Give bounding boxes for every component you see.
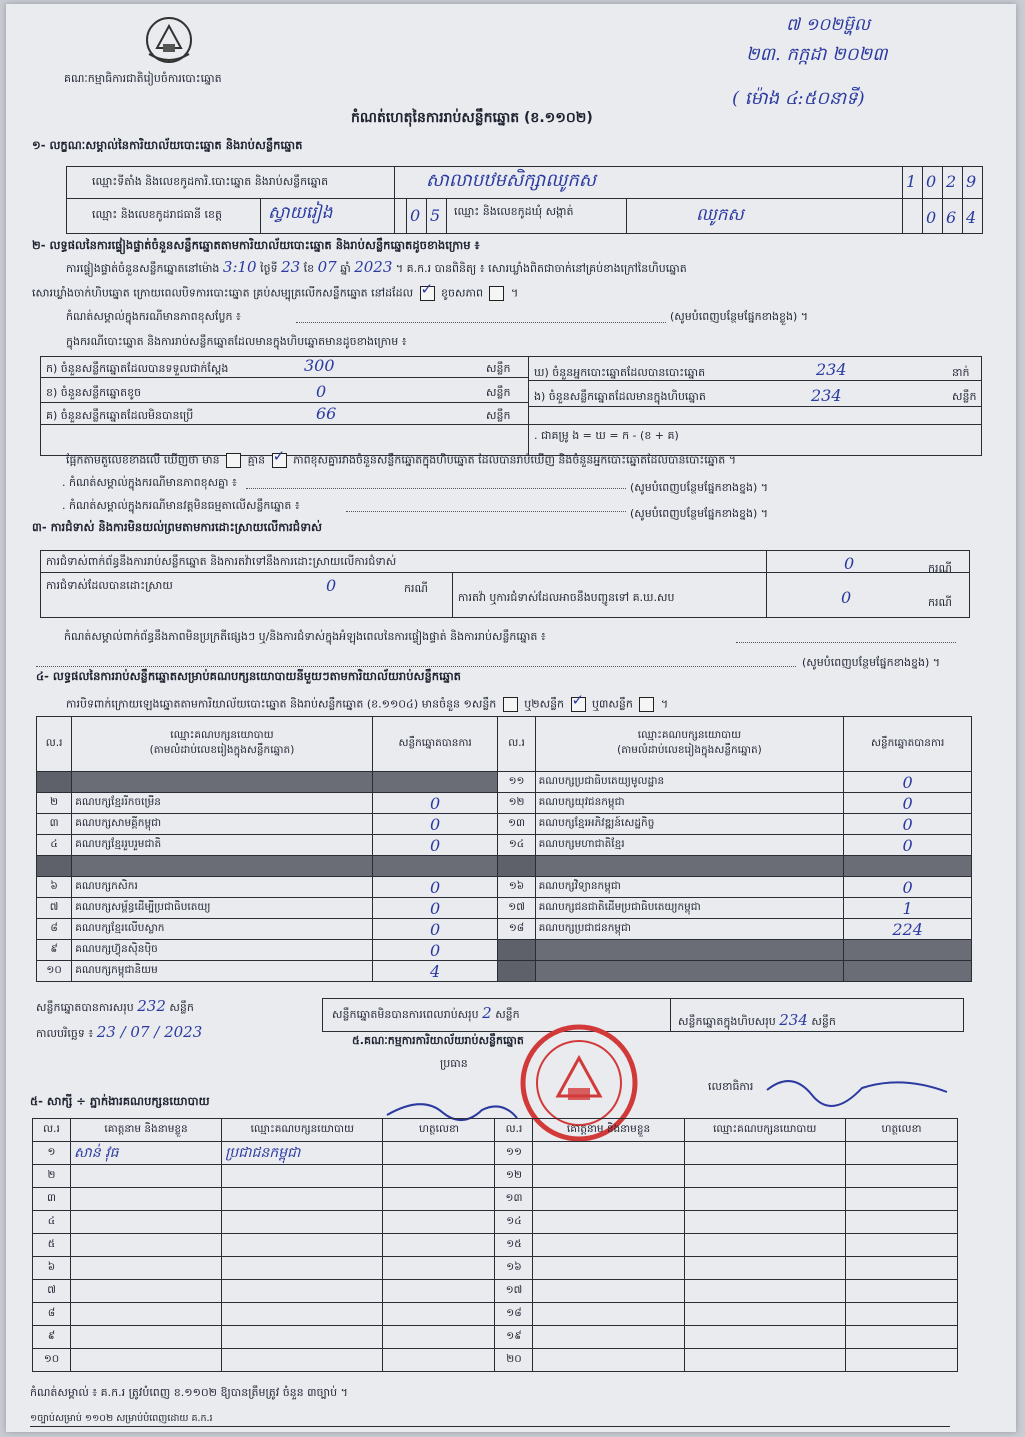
party-no: ១២ <box>498 793 535 814</box>
witness-no: ២០ <box>495 1349 533 1372</box>
witness-name: សាន់ វុធ <box>71 1142 222 1165</box>
party-row <box>37 772 972 793</box>
handwritten-annotation-1: ៧ ១០២ម្ហ៊ុល <box>786 15 871 35</box>
party-votes: 0 <box>372 877 498 898</box>
commune-digit-3: 4 <box>966 208 977 227</box>
witness-name <box>533 1257 684 1280</box>
witness-party <box>684 1257 845 1280</box>
total-invalid-value: 2 <box>482 1004 492 1022</box>
witness-signature <box>383 1280 495 1303</box>
party-votes <box>372 772 498 793</box>
witness-name <box>533 1326 684 1349</box>
witness-signature <box>845 1280 957 1303</box>
party-votes: 0 <box>372 898 498 919</box>
party-name: គណបក្សកម្ពុជានិយម <box>72 961 373 982</box>
witness-name <box>71 1326 222 1349</box>
section5-heading: ៥- សាក្សី ÷ ភ្នាក់ងារគណបក្សនយោបាយ <box>30 1094 210 1108</box>
party-votes: 0 <box>844 814 972 835</box>
verify-line-2: សោរឃ្លាំងចាក់ហិបឆ្នោត ក្រោយពេលបិទការបោះឆ្នោត គ្រប់សម្បុត្រលើកសន្លឹកឆ្នោត នៅដដែល ✓ ខូចសភាព ។ <box>32 286 518 301</box>
party-row <box>37 919 972 940</box>
agency-name: គណៈកម្មាធិការជាតិរៀបចំការបោះឆ្នោត <box>64 72 222 85</box>
witness-signature <box>383 1142 495 1165</box>
party-no: ១៤ <box>498 835 535 856</box>
witness-party <box>684 1349 845 1372</box>
witness-no: ១២ <box>495 1165 533 1188</box>
location-digit-3: 2 <box>946 172 957 191</box>
note-difference: . កំណត់សម្គាល់ក្នុងករណីមានភាពខុសគ្នា ៖ <box>62 476 237 489</box>
party-name: គណបក្សហ៊្វុនស៊ិនប៉ិច <box>72 940 373 961</box>
witness-name <box>533 1349 684 1372</box>
party-votes: 0 <box>372 835 498 856</box>
party-name: គណបក្សខ្មែររួបរួមជាតិ <box>72 835 373 856</box>
witness-party <box>222 1257 383 1280</box>
total-valid-line: សន្លឹកឆ្នោតបានការសរុប 232 សន្លឹក <box>36 997 194 1015</box>
witness-party <box>684 1142 845 1165</box>
witness-no: ១៩ <box>495 1326 533 1349</box>
witness-name <box>533 1188 684 1211</box>
witness-party: ប្រជាជនកម្ពុជា <box>222 1142 383 1165</box>
location-digit-4: 9 <box>966 172 977 191</box>
witness-name <box>533 1142 684 1165</box>
party-row <box>37 898 972 919</box>
party-votes: 0 <box>372 793 498 814</box>
witness-name <box>71 1234 222 1257</box>
party-no <box>37 772 72 793</box>
note-irregular: . កំណត់សម្គាល់ក្នុងករណីមានវត្តមិនធម្មតាលើសន្លឹកឆ្នោត ៖ <box>62 499 300 512</box>
witness-signature <box>383 1188 495 1211</box>
party-name: គណបក្សខ្មែរអភិវឌ្ឍន៍សេដ្ឋកិច្ច <box>535 814 844 835</box>
party-name <box>535 961 844 982</box>
seal-broken-checkbox[interactable] <box>489 286 504 301</box>
witness-party <box>222 1280 383 1303</box>
witness-row <box>33 1188 958 1211</box>
witness-name <box>71 1303 222 1326</box>
witness-row <box>33 1165 958 1188</box>
party-no <box>498 856 535 877</box>
witness-signature <box>383 1234 495 1257</box>
party-no: ១១ <box>498 772 535 793</box>
secretary-label: លេខាធិការ <box>708 1080 754 1093</box>
location-label: ឈ្មោះទីតាំង និងលេខកូដការិ.បោះឆ្នោត និងរាប់សន្លឹកឆ្នោត <box>92 175 329 188</box>
party-votes: 224 <box>844 919 972 940</box>
handwritten-annotation-3: ( ម៉ោង ៤:៥០នាទី) <box>732 88 865 109</box>
party-no: ៧ <box>37 898 72 919</box>
witness-signature <box>845 1234 957 1257</box>
section2-heading: ២- លទ្ធផលនៃការផ្ទៀងផ្ទាត់ចំនួនសន្លឹកឆ្នោតតាមការិយាល័យបោះឆ្នោត និងរាប់សន្លឹកឆ្នោតដូចខាងក្រោម ៖ <box>32 238 480 252</box>
party-votes: 0 <box>372 814 498 835</box>
party-no <box>37 856 72 877</box>
party-votes: 4 <box>372 961 498 982</box>
witness-row <box>33 1234 958 1257</box>
witness-signature <box>845 1326 957 1349</box>
difference-yes-checkbox[interactable] <box>226 453 241 468</box>
witness-party <box>684 1326 845 1349</box>
date-value: 23 / 07 / 2023 <box>96 1023 203 1041</box>
col-no-left: ល.រ <box>37 717 72 772</box>
witness-name <box>71 1188 222 1211</box>
witness-party <box>684 1303 845 1326</box>
witness-name <box>71 1280 222 1303</box>
formula-text: . ជាគម្រូ ង = ឃ = ក - (ខ + គ) <box>534 429 679 442</box>
party-no: ៩ <box>37 940 72 961</box>
party-no: ១៨ <box>498 919 535 940</box>
province-value: ស្វាយរៀង <box>268 203 333 223</box>
party-row <box>37 814 972 835</box>
col-no-right: ល.រ <box>498 717 535 772</box>
witness-row <box>33 1303 958 1326</box>
party-name <box>535 856 844 877</box>
commune-label: ឈ្មោះ និងលេខកូដឃុំ សង្កាត់ <box>454 205 574 218</box>
witness-party <box>222 1234 383 1257</box>
col-party-left: ឈ្មោះគណបក្សនយោបាយ (តាមលំដាប់លេខរៀងក្នុងសន្លឹកឆ្នោត) <box>72 717 373 772</box>
party-votes: 0 <box>372 919 498 940</box>
party-no: ៤ <box>37 835 72 856</box>
seal-intact-checkbox[interactable] <box>420 286 435 301</box>
party-results-table <box>36 716 972 982</box>
witness-party <box>222 1326 383 1349</box>
complaints-value: 0 <box>844 554 855 573</box>
chair-label: ប្រធាន <box>440 1057 468 1070</box>
witness-party <box>222 1303 383 1326</box>
witness-no: ១៦ <box>495 1257 533 1280</box>
witness-party <box>684 1188 845 1211</box>
witness-no: ១៣ <box>495 1188 533 1211</box>
witness-signature <box>845 1165 957 1188</box>
party-votes <box>844 856 972 877</box>
witness-no: ៦ <box>33 1257 71 1280</box>
party-row <box>37 856 972 877</box>
witness-party <box>684 1234 845 1257</box>
party-no: ១៧ <box>498 898 535 919</box>
party-votes: 0 <box>844 877 972 898</box>
footer-code: ១ច្បាប់សម្រាប់ ១១០២ សម្រាប់បំពេញដោយ គ.ក.រ <box>30 1413 213 1424</box>
handwritten-annotation-2: ២៣. កក្កដា ២០២៣ <box>746 44 888 65</box>
witness-name <box>533 1211 684 1234</box>
party-name: គណបក្សសម្ព័ន្ធដើម្បីប្រជាធិបតេយ្យ <box>72 898 373 919</box>
witness-signature <box>845 1211 957 1234</box>
date-line: កាលបរិច្ឆេទ ៖ 23 / 07 / 2023 <box>36 1023 203 1041</box>
witness-name <box>533 1234 684 1257</box>
spoiled-ballots-value: 0 <box>316 382 327 401</box>
voters-voted-label: ឃ) ចំនួនអ្នកបោះឆ្នោតដែលបានបោះឆ្នោត <box>534 366 706 379</box>
verify-year: 2023 <box>354 258 393 276</box>
party-name <box>72 856 373 877</box>
witness-signature <box>383 1326 495 1349</box>
witness-no: ១ <box>33 1142 71 1165</box>
total-box-line: សន្លឹកឆ្នោតក្នុងហិបសរុប 234 សន្លឹក <box>678 1011 836 1029</box>
witness-no: ១៥ <box>495 1234 533 1257</box>
witness-signature <box>845 1349 957 1372</box>
witness-no: ៥ <box>33 1234 71 1257</box>
witness-name <box>71 1211 222 1234</box>
party-name: គណបក្សវិទ្យានកម្ពុជា <box>535 877 844 898</box>
witness-signature <box>383 1303 495 1326</box>
party-name: គណបក្សយុវជនកម្ពុជា <box>535 793 844 814</box>
complaints-label: ការជំទាស់ពាក់ព័ន្ធនឹងការរាប់សន្លឹកឆ្នោត និងការតវ៉ាទៅនឹងការដោះស្រាយលើការជំទាស់ <box>46 555 397 568</box>
witness-no: ២ <box>33 1165 71 1188</box>
witness-name <box>533 1165 684 1188</box>
ballot-count-form: គណៈកម្មាធិការជាតិរៀបចំការបោះឆ្នោត កំណត់ហេតុនៃការរាប់សន្លឹកឆ្នោត (ខ.១១០២) ៧ ១០២ម្ហ៊ុល ២៣. កក្កដា ២០២៣ ( ម៉ោង ៤:៥០នាទី) ១- លក្ខណៈសម្គាល់នៃការិយាល័យបោះឆ្នោត និងរាប់សន្លឹកឆ្នោត ឈ្មោះទីតាំង និងលេខកូដការិ.បោះឆ្នោត និងរាប់សន្លឹកឆ្នោត សាលាបឋមសិក្សាឈូកស 1 0 2 9 ឈ្មោះ និងលេខកូដរាជធានី ខេត្ត ស្វាយរៀង 0 5 ឈ្មោះ និងលេខកូដឃុំ សង្កាត់ ឈូកស 0 6 4 ២- លទ្ធផលនៃការផ្ទៀងផ្ទាត់ចំនួនសន្លឹកឆ្នោតតាមការិយាល័យបោះឆ្នោត និងរាប់សន្លឹកឆ្នោតដូចខាងក្រោម ៖ ការផ្ទៀងផ្ទាត់ចំនួនសន្លឹកឆ្នោតនៅម៉ោង 3:10 ថ្ងៃទី 23 ខែ 07 ឆ្នាំ 2023 ។ គ.ក.រ បានពិនិត្យ ៖ សោរឃ្លាំងពិតជាចាក់នៅគ្រប់ខាងក្រៅនៃហិបឆ្នោត សោរឃ្លាំងចាក់ហិបឆ្នោត ក្រោយពេលបិទការបោះឆ្នោត គ្រប់សម្បុត្រលើកសន្លឹកឆ្នោត នៅដដែល ✓ ខូចសភាព ។ កំណត់សម្គាល់ក្នុងករណីមានភាពខុសប្លែក ៖ (សូមបំពេញបន្ថែមផ្នែកខាងខ្លួង) ។ ក្នុងករណីបោះឆ្នោត និងការរាប់សន្លឹកឆ្នោតដែលមានក្នុងហិបឆ្នោតមានដូចខាងក្រោម ៖ ក) ចំនួនសន្លឹកឆ្នោតដែលបានទទួលជាក់ស្តែង 300 សន្លឹក ខ) ចំនួនសន្លឹកឆ្នោតខូច 0 សន្លឹក គ) ចំនួនសន្លឹកឆ្នោតដែលមិនបានប្រើ 66 សន្លឹក ឃ) ចំនួនអ្នកបោះឆ្នោតដែលបានបោះឆ្នោត 234 នាក់ ង) ចំនួនសន្លឹកឆ្នោតដែលមានក្នុងហិបឆ្នោត 234 សន្លឹក . ជាគម្រូ ង = ឃ = ក - (ខ + គ) ផ្អែកតាមតួលេខខាងលើ ឃើញថា មាន គ្មាន ✓ ភាពខុសគ្នារវាងចំនួនសន្លឹកឆ្នោតក្នុងហិបឆ្នោត ដែលបានរាប់ឃើញ និងចំនួនអ្នកបោះឆ្នោតដែលបានបោះឆ្នោត ។ . កំណត់សម្គាល់ក្នុងករណីមានភាពខុសគ្នា ៖ (សូមបំពេញបន្ថែមផ្នែកខាងខ្នង) ។ . កំណត់សម្គាល់ក្នុងករណីមានវត្តមិនធម្មតាលើសន្លឹកឆ្នោត ៖ (សូមបំពេញបន្ថែមផ្នែកខាងខ្នង) ។ ៣- ការជំទាស់ និងការមិនយល់ព្រមតាមការដោះស្រាយលើការជំទាស់ ការជំទាស់ពាក់ព័ន្ធនឹងការរាប់សន្លឹកឆ្នោត និងការតវ៉ាទៅនឹងការដោះស្រាយលើការជំទាស់ 0 ករណី ការជំទាស់ដែលបានដោះស្រាយ 0 ករណី ការតវ៉ា ឬការជំទាស់ដែលអាចនឹងបញ្ជូនទៅ គ.ឃ.សប 0 ករណី កំណត់សម្គាល់ពាក់ព័ន្ធនឹងភាពមិនប្រក្រតីផ្សេងៗ ឬ/និងការជំទាស់ក្នុងអំឡុងពេលនៃការផ្ទៀងផ្ទាត់ និងការរាប់សន្លឹកឆ្នោត ៖ (សូមបំពេញបន្ថែមផ្នែកខាងខ្នង) ។ ៤- លទ្ធផលនៃការរាប់សន្លឹកឆ្នោតសម្រាប់គណបក្សនយោបាយនីមួយៗតាមការិយាល័យរាប់សន្លឹកឆ្នោត ការបិទពាក់ក្រោយឡេងឆ្នោតតាមការិយាល័យបោះឆ្នោត និងរាប់សន្លឹកឆ្នោត (ខ.១១០៤) មានចំនួន ១សន្លឹក ឬ២សន្លឹក ✓ ឬ៣សន្លឹក ។ ល.រ ឈ្មោះគណបក្សនយោបាយ (តាមលំដាប់លេខរៀងក្នុងសន្លឹកឆ្នោត) សន្លឹកឆ្នោតបានការ ល.រ ឈ្មោះគណបក្សនយោបាយ (តាមលំដាប់លេខរៀងក្នុងសន្លឹកឆ្នោត) សន្លឹកឆ្នោតបានការ ១១ គណបក្សប្រជាធិបតេយ្យមូលដ្ឋាន 0 ២ គណបក្សខ្មែររីកចម្រើន 0 ១២ គណបក្សយុវជនកម្ពុជា 0 ៣ គណបក្សសាមគ្គីកម្ពុជា 0 ១៣ គណបក្សខ្មែរអភិវឌ្ឍន៍សេដ្ឋកិច្ច 0 ៤ គណបក្សខ្មែររួបរួមជាតិ 0 ១៤ គណបក្សមហាជាតិខ្មែរ 0 ៦ គណបក្សកសិករ 0 ១៦ គណបក្សវិទ្យានកម្ពុជា 0 ៧ គណបក្សសម្ព័ន្ធដើម្បីប្រជាធិបតេយ្យ 0 ១៧ គណបក្សជនជាតិដើមប្រជាធិបតេយ្យកម្ពុជា 1 ៨ គណបក្សខ្មែរលើបស្លាក 0 ១៨ គណបក្សប្រជាជនកម្ពុជា 224 ៩ គណបក្សហ៊្វុនស៊ិនប៉ិច 0 ១០ គណបក្សកម្ពុជានិយម 4 សន្លឹកឆ្នោតបានការសរុប 232 សន្លឹក សន្លឹកឆ្នោតមិនបានការពេលរាប់សរុប 2 សន្លឹក សន្លឹកឆ្នោតក្នុងហិបសរុប 234 សន្លឹក កាលបរិច្ឆេទ ៖ 23 / 07 / 2023 ៥.គណៈកម្មការការិយាល័យរាប់សន្លឹកឆ្នោត ប្រធាន លេខាធិការ ៥- សាក្សី ÷ ភ្នាក់ងារគណបក្សនយោបាយ ល.រ គោត្តនាម និងនាមខ្លួន ឈ្មោះគណបក្សនយោបាយ ហត្ថលេខា ល.រ គោត្តនាម និងនាមខ្លួន ឈ្មោះគណបក្សនយោបាយ ហត្ថលេខា ១ សាន់ វុធ ប្រជាជនកម្ពុជា ១១ ២ ១២ ៣ ១៣ ៤ ១៤ ៥ ១៥ ៦ ១៦ ៧ ១៧ ៨ ១៨ ៩ ១៩ ១០ ២០ កំណត់សម្គាល់ ៖ គ.ក.រ ត្រូវបំពេញ ខ.១១០២ ឱ្យបានត្រឹមត្រូវ ចំនួន ៣ច្បាប់ ។ ១ច្បាប់សម្រាប់ ១១០២ សម្រាប់បំពេញដោយ គ.ក.រ <box>6 4 1016 1432</box>
committee-title: ៥.គណៈកម្មការការិយាល័យរាប់សន្លឹកឆ្នោត <box>352 1034 524 1047</box>
location-digit-2: 0 <box>926 172 937 191</box>
province-digit-1: 0 <box>410 206 421 225</box>
party-name <box>535 940 844 961</box>
party-votes: 0 <box>372 940 498 961</box>
witness-signature <box>845 1142 957 1165</box>
party-no: ៨ <box>37 919 72 940</box>
party-no: ៦ <box>37 877 72 898</box>
party-no: ៣ <box>37 814 72 835</box>
party-name: គណបក្សជនជាតិដើមប្រជាធិបតេយ្យកម្ពុជា <box>535 898 844 919</box>
party-no <box>498 940 535 961</box>
party-votes: 1 <box>844 898 972 919</box>
party-name: គណបក្សសាមគ្គីកម្ពុជា <box>72 814 373 835</box>
witness-no: ៧ <box>33 1280 71 1303</box>
party-name: គណបក្សកសិករ <box>72 877 373 898</box>
witness-party <box>222 1165 383 1188</box>
witness-signature <box>845 1188 957 1211</box>
party-row <box>37 877 972 898</box>
resolved-value: 0 <box>326 576 337 595</box>
witness-no: ៨ <box>33 1303 71 1326</box>
province-label: ឈ្មោះ និងលេខកូដរាជធានី ខេត្ត <box>92 208 222 221</box>
party-row <box>37 835 972 856</box>
witness-no: ១០ <box>33 1349 71 1372</box>
ballots-in-box-label: ង) ចំនួនសន្លឹកឆ្នោតដែលមានក្នុងហិបឆ្នោត <box>534 390 706 403</box>
witness-signature <box>383 1165 495 1188</box>
section1-heading: ១- លក្ខណៈសម្គាល់នៃការិយាល័យបោះឆ្នោត និងរាប់សន្លឹកឆ្នោត <box>32 138 303 152</box>
party-row <box>37 793 972 814</box>
party-name: គណបក្សមហាជាតិខ្មែរ <box>535 835 844 856</box>
party-votes <box>372 856 498 877</box>
witness-table: ល.រ គោត្តនាម និងនាមខ្លួន ឈ្មោះគណបក្សនយោបាយ ហត្ថលេខា ល.រ គោត្តនាម និងនាមខ្លួន ឈ្មោះគណបក្សនយោបាយ ហត្ថលេខា ១ សាន់ វុធ ប្រជាជនកម្ពុជា ១១ ២ ១២ ៣ ១៣ ៤ ១៤ ៥ ១៥ ៦ ១៦ ៧ ១៧ ៨ ១៨ ៩ ១៩ ១០ ២០ <box>32 1118 958 1372</box>
spoiled-ballots-label: ខ) ចំនួនសន្លឹកឆ្នោតខូច <box>46 386 142 399</box>
party-name: គណបក្សខ្មែរលើបស្លាក <box>72 919 373 940</box>
witness-no: ៣ <box>33 1188 71 1211</box>
party-no <box>498 961 535 982</box>
party-row <box>37 961 972 982</box>
witness-signature <box>845 1257 957 1280</box>
witness-no: ១៤ <box>495 1211 533 1234</box>
witness-name <box>71 1349 222 1372</box>
witness-row <box>33 1211 958 1234</box>
voters-voted-value: 234 <box>816 360 847 379</box>
section4-heading: ៤- លទ្ធផលនៃការរាប់សន្លឹកឆ្នោតសម្រាប់គណបក្សនយោបាយនីមួយៗតាមការិយាល័យរាប់សន្លឹកឆ្នោត <box>36 669 461 683</box>
party-name: គណបក្សខ្មែររីកចម្រើន <box>72 793 373 814</box>
verify-line-3: កំណត់សម្គាល់ក្នុងករណីមានភាពខុសប្លែក ៖ <box>66 310 241 323</box>
location-value: សាលាបឋមសិក្សាឈូកស <box>426 170 596 191</box>
total-invalid-line: សន្លឹកឆ្នោតមិនបានការពេលរាប់សរុប 2 សន្លឹក <box>332 1004 520 1022</box>
verify-month: 07 <box>317 258 337 276</box>
party-votes <box>844 961 972 982</box>
witness-signature <box>383 1349 495 1372</box>
party-votes: 0 <box>844 835 972 856</box>
verify-day: 23 <box>281 258 301 276</box>
received-ballots-value: 300 <box>304 356 335 375</box>
one-sheet-checkbox[interactable] <box>503 697 518 712</box>
witness-no: ១១ <box>495 1142 533 1165</box>
received-ballots-label: ក) ចំនួនសន្លឹកឆ្នោតដែលបានទទួលជាក់ស្តែង <box>46 362 229 375</box>
location-digit-1: 1 <box>906 172 917 191</box>
witness-name <box>533 1280 684 1303</box>
complaints-note: កំណត់សម្គាល់ពាក់ព័ន្ធនឹងភាពមិនប្រក្រតីផ្សេងៗ ឬ/និងការជំទាស់ក្នុងអំឡុងពេលនៃការផ្ទៀងផ្ទាត់ និងការរាប់សន្លឹកឆ្នោត ៖ <box>64 630 546 643</box>
commune-digit-2: 6 <box>946 208 957 227</box>
witness-no: ១៧ <box>495 1280 533 1303</box>
witness-signature <box>383 1211 495 1234</box>
party-name: គណបក្សប្រជាជនកម្ពុជា <box>535 919 844 940</box>
section3-heading: ៣- ការជំទាស់ និងការមិនយល់ព្រមតាមការដោះស្រាយលើការជំទាស់ <box>32 520 323 534</box>
witness-name <box>533 1303 684 1326</box>
footer-note: កំណត់សម្គាល់ ៖ គ.ក.រ ត្រូវបំពេញ ខ.១១០២ ឱ្យបានត្រឹមត្រូវ ចំនួន ៣ច្បាប់ ។ <box>30 1386 348 1399</box>
col-party-right: ឈ្មោះគណបក្សនយោបាយ (តាមលំដាប់លេខរៀងក្នុងសន្លឹកឆ្នោត) <box>535 717 844 772</box>
verify-time: 3:10 <box>222 258 257 276</box>
col-votes-left: សន្លឹកឆ្នោតបានការ <box>372 717 498 772</box>
party-votes: 0 <box>844 772 972 793</box>
difference-no-checkbox[interactable] <box>272 453 287 468</box>
page-title: កំណត់ហេតុនៃការរាប់សន្លឹកឆ្នោត (ខ.១១០២) <box>351 110 593 126</box>
party-row <box>37 940 972 961</box>
witness-row <box>33 1280 958 1303</box>
witness-no: ១៨ <box>495 1303 533 1326</box>
witness-row <box>33 1349 958 1372</box>
witness-party <box>222 1188 383 1211</box>
verify-line-4: ក្នុងករណីបោះឆ្នោត និងការរាប់សន្លឹកឆ្នោតដែលមានក្នុងហិបឆ្នោតមានដូចខាងក្រោម ៖ <box>66 335 407 348</box>
witness-signature <box>845 1303 957 1326</box>
party-name: គណបក្សប្រជាធិបតេយ្យមូលដ្ឋាន <box>535 772 844 793</box>
witness-name <box>71 1257 222 1280</box>
total-valid-value: 232 <box>137 997 166 1015</box>
witness-no: ៩ <box>33 1326 71 1349</box>
resolved-label: ការជំទាស់ដែលបានដោះស្រាយ <box>46 579 173 592</box>
party-votes: 0 <box>844 793 972 814</box>
national-emblem-icon <box>139 14 199 66</box>
witness-party <box>222 1211 383 1234</box>
unused-ballots-label: គ) ចំនួនសន្លឹកឆ្នោតដែលមិនបានប្រើ <box>46 409 194 422</box>
verify-line-1: ការផ្ទៀងផ្ទាត់ចំនួនសន្លឹកឆ្នោតនៅម៉ោង 3:10 ថ្ងៃទី 23 ខែ 07 ឆ្នាំ 2023 ។ គ.ក.រ បានពិនិត្យ ៖ សោរឃ្លាំងពិតជាចាក់នៅគ្រប់ខាងក្រៅនៃហិបឆ្នោត <box>66 258 687 276</box>
witness-no: ៤ <box>33 1211 71 1234</box>
commune-value: ឈូកស <box>696 205 744 225</box>
party-no: ១៣ <box>498 814 535 835</box>
appeal-value: 0 <box>841 588 852 607</box>
two-sheet-checkbox[interactable] <box>571 697 586 712</box>
province-digit-2: 5 <box>430 206 441 225</box>
col-votes-right: សន្លឹកឆ្នោតបានការ <box>844 717 972 772</box>
witness-name <box>71 1165 222 1188</box>
difference-line: ផ្អែកតាមតួលេខខាងលើ ឃើញថា មាន គ្មាន ✓ ភាពខុសគ្នារវាងចំនួនសន្លឹកឆ្នោតក្នុងហិបឆ្នោត ដែលបានរាប់ឃើញ និងចំនួនអ្នកបោះឆ្នោតដែលបានបោះឆ្នោត ។ <box>66 453 736 468</box>
commune-digit-1: 0 <box>926 208 937 227</box>
witness-party <box>684 1280 845 1303</box>
witness-signature <box>383 1257 495 1280</box>
party-no: ១៦ <box>498 877 535 898</box>
party-no: ១០ <box>37 961 72 982</box>
witness-row <box>33 1326 958 1349</box>
witness-row <box>33 1257 958 1280</box>
results-poster-line: ការបិទពាក់ក្រោយឡេងឆ្នោតតាមការិយាល័យបោះឆ្នោត និងរាប់សន្លឹកឆ្នោត (ខ.១១០៤) មានចំនួន ១សន្លឹក ឬ២សន្លឹក ✓ ឬ៣សន្លឹក ។ <box>66 697 668 712</box>
party-no: ២ <box>37 793 72 814</box>
unused-ballots-value: 66 <box>316 404 337 423</box>
ballots-in-box-value: 234 <box>811 386 842 405</box>
three-sheet-checkbox[interactable] <box>639 697 654 712</box>
witness-row <box>33 1142 958 1165</box>
witness-party <box>222 1349 383 1372</box>
witness-party <box>684 1211 845 1234</box>
party-name <box>72 772 373 793</box>
witness-party <box>684 1165 845 1188</box>
appeal-label: ការតវ៉ា ឬការជំទាស់ដែលអាចនឹងបញ្ជូនទៅ គ.ឃ.សប <box>458 591 675 604</box>
secretary-signature-icon <box>762 1070 952 1110</box>
party-votes <box>844 940 972 961</box>
total-box-value: 234 <box>779 1011 808 1029</box>
